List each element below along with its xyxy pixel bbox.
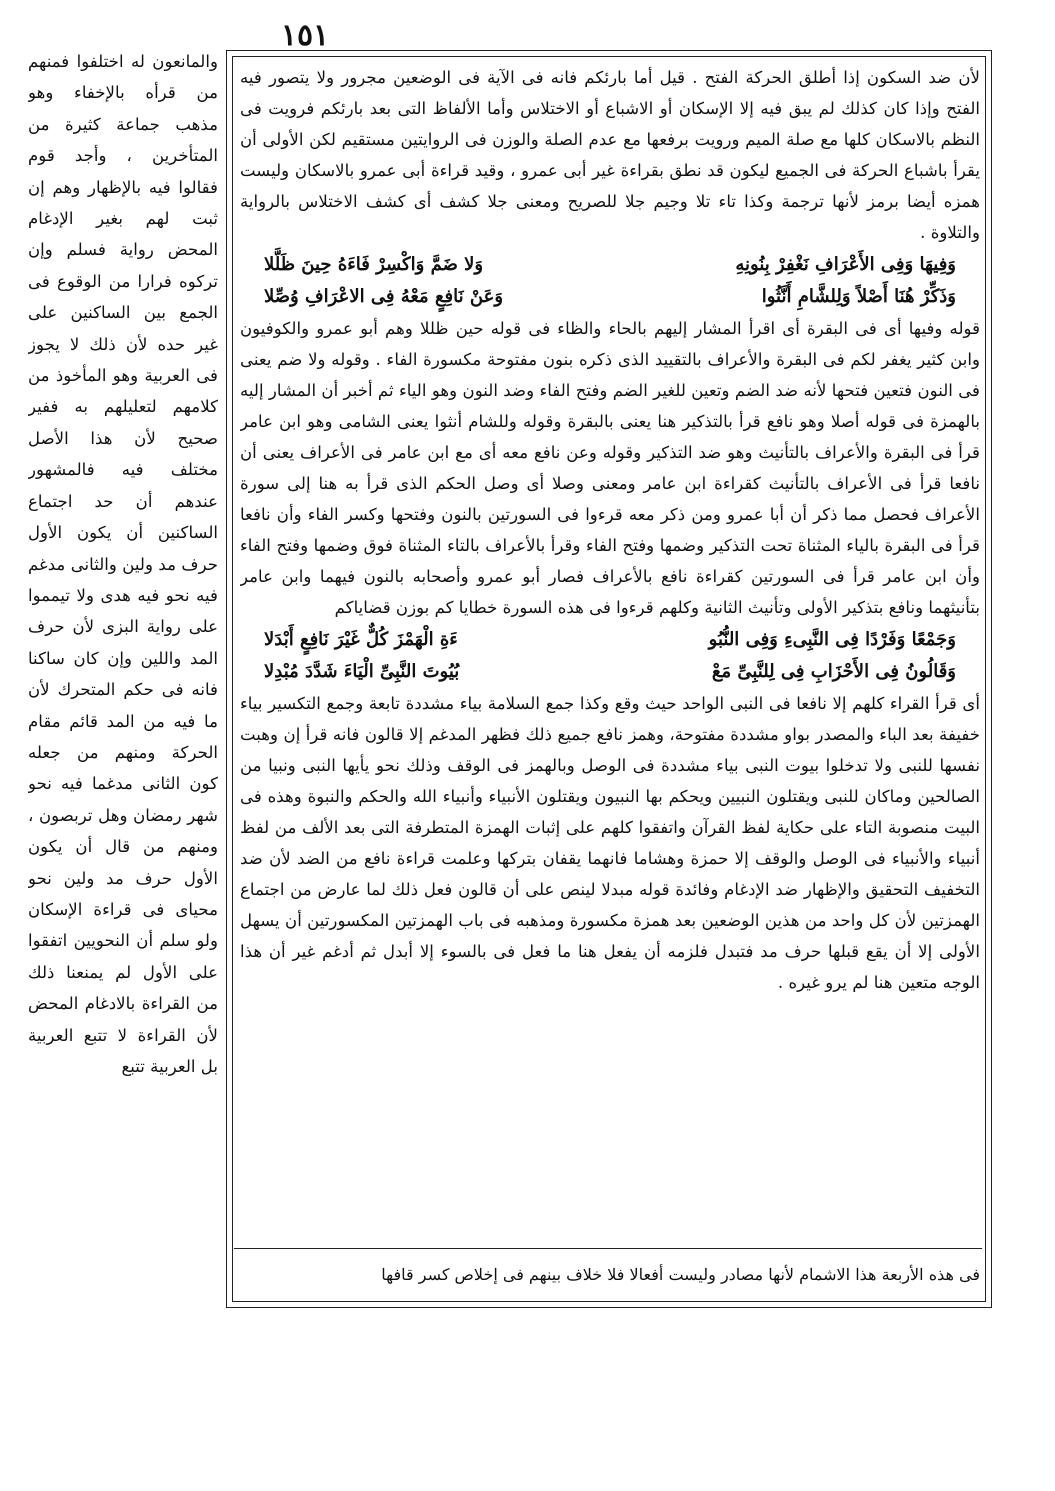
verse-line — [240, 656, 980, 688]
paragraph-3: أى قرأ القراء كلهم إلا نافعا فى النبى الواحد حيث وقع وكذا جمع السلامة بياء مشددة تابعة وجمع التكسير بياء خفيفة بعد الباء والمصدر بواو مشددة مفتوحة، وهمز نافع جميع ذلك فظهر المدغم إلا قالون فانه قرأ إن وهبت نفسها للنبى ولا تدخلوا بيوت النبى بياء مشددة فى الوصل وبالهمز فى الوقف وذلك نحو يأيها النبى ونبيا من الصالحين وماكان للنبى ويقتلون النبيين ويحكم بها النبيون ويقتلون الأنبياء وأنبياء الله والحكم والنبوة وهذه فى البيت منصوبة التاء على حكاية لفظ القرآن واتفقوا كلهم على إثبات الهمزة المتطرفة التى بعد الألف من لفظ أنبياء والأنبياء فى الوصل والوقف إلا حمزة وهشاما فانهما يقفان بتركها وعلمت قراءة نافع من الضد لأن ضد التخفيف التحقيق والإظهار ضد الإدغام وفائدة قوله مبدلا لينص على أن قالون فعل ذلك لما عارض من اجتماع الهمزتين لأن كل واحد من هذين الوضعين بعد همزة مكسورة ومذهبه فى باب الهمزتين المكسورتين أن يسهل الأولى إلا أن يقع قبلها حرف مد فتبدل فلزمه أن يفعل هنا ما فعل فى بالسوء إلا أبدل ثم أدغم غير أن هذا الوجه متعين هنا لم يرو غيره . — [240, 693, 980, 993]
verse-line — [240, 624, 980, 656]
footnote: فى هذه الأربعة هذا الاشمام لأنها مصادر وليست أفعالا فلا خلاف بينهم فى إخلاص كسر قافها — [381, 1265, 980, 1284]
verse-hemistich-second: وَلا ضَمَّ وَاكْسِرْ فَاءَهُ حِينَ ظَلَّلا — [264, 253, 484, 275]
page-number: ١٥١ — [280, 18, 330, 53]
verse-hemistich-first: وَقَالُونُ فِى الأَحْزَابِ فِى لِلنَّبِىِّ مَعْ — [711, 660, 956, 682]
verse-line — [240, 281, 980, 313]
verse-block-2 — [240, 624, 980, 688]
verse-hemistich-first: وَجَمْعًا وَفَرْدًا فِى النَّبِىءِ وَفِى النُّبُو — [708, 628, 956, 650]
verse-line — [240, 249, 980, 281]
margin-commentary — [28, 46, 218, 1306]
verse-hemistich-second: ءَةِ الْهَمْزَ كُلٌّ غَيْرَ نَافِعٍ أَبْدَلا — [264, 628, 458, 650]
verse-hemistich-first: وَذَكِّرْ هُنَا أَصْلاً وَلِلشَّامِ أَنَّثُوا — [761, 285, 956, 307]
verse-hemistich-second: بُيُوتَ النَّبِىِّ الْيَاءَ شَدَّدَ مُبْدِلا — [264, 660, 460, 682]
verse-hemistich-second: وَعَنْ نَافِعٍ مَعْهُ فِى الاعْرَافِ وُصِّلا — [264, 285, 504, 307]
footnote-divider — [234, 1248, 982, 1249]
verse-block-1 — [240, 249, 980, 313]
main-text — [240, 62, 980, 1242]
paragraph-1: لأن ضد السكون إذا أطلق الحركة الفتح . قيل أما بارئكم فانه فى الآية فى الوضعين مجرور ولا يتصور فيه الفتح وإذا كان كذلك لم يبق فيه إلا الإسكان أو الاشباع أو الاختلاس وأما الألفاظ التى بعد بارئكم فرويت فى النظم بالاسكان كلها مع صلة الميم ورويت برفعها مع عدم الصلة والوزن فى الروايتين مستقيم لكن الأولى أن يقرأ باشباع الحركة فى الجميع ليكون قد نطق بقراءة غير أبى عمرو ، وقيد قراءة أبى عمرو بالاسكان وليست همزه أيضا برمز لأنها ترجمة وكذا تاء تلا وجيم جلا للصريح ومعنى جلا كشف أى كشف الاختلاس بالرواية والتلاوة . — [240, 68, 980, 243]
paragraph-2: قوله وفيها أى فى البقرة أى اقرأ المشار إليهم بالحاء والظاء فى قوله حين ظللا وهم أبو عمرو والكوفيون وابن كثير يغفر لكم فى البقرة والأعراف بالتقييد الذى ذكره بنون مفتوحة مكسورة الفاء . وقوله ولا ضم يعنى فى النون فتعين فتحها لأنه ضد الضم وتعين للغير الضم وفتح الفاء وضد النون وهو الياء ثم أخبر أن المشار إليه بالهمزة فى قوله أصلا وهو نافع قرأ بالتذكير هنا يعنى بالبقرة وقوله وللشام أنثوا يعنى الشامى وهو ابن عامر قرأ فى البقرة والأعراف بالتأنيث وهو ضد التذكير وقوله وعن نافع معه أى مع ابن عامر فى الأعراف يعنى أن نافعا قرأ فى الأعراف بالتأنيث كقراءة ابن عامر ومعنى وصلا أى وصل الحكم الذى قرأ به هنا إلى سورة الأعراف فحصل مما ذكر أن أبا عمرو ومن ذكر معه قرءوا فى السورتين بالنون وفتحها وكسر الفاء وأن نافعا قرأ فى البقرة بالياء المثناة تحت التذكير وضمها وفتح الفاء وقرأ بالأعراف بالتاء المثناة فوق وضمها وفتح الفاء وأن ابن عامر قرأ فى السورتين كقراءة نافع بالأعراف فصار أبو عمرو وأصحابه بالنون فيهما وابن عامر بتأنيثهما ونافع بتذكير الأولى وتأنيث الثانية وكلهم قرءوا فى هذه السورة خطايا كم بوزن قضاياكم — [240, 318, 980, 618]
margin-commentary-text: والمانعون له اختلفوا فمنهم من قرأه بالإخفاء وهو مذهب جماعة كثيرة من المتأخرين ، وأجد قوم فقالوا فيه بالإظهار وهم إن ثبت لهم بغير الإدغام المحض رواية فسلم وإن تركوه فرارا من الوقوع فى الجمع بين الساكنين على غير حده لأن ذلك لا يجوز فى العربية وهو المأخوذ من كلامهم لتعليلهم به ففير صحيح لأن هذا الأصل مختلف فيه فالمشهور عندهم أن حد اجتماع الساكنين أن يكون الأول حرف مد ولين والثانى مدغم فيه نحو فيه هدى ولا تيمموا على رواية البزى لأن حرف المد واللين وإن كان ساكنا فانه فى حكم المتحرك لأن ما فيه من المد قائم مقام الحركة ومنهم من جعله كون الثانى مدغما فيه نحو شهر رمضان وهل تربصون ، ومنهم من قال أن يكون الأول حرف مد ولين نحو محياى فى قراءة الإسكان ولو سلم أن النحويين اتفقوا على الأول لم يمنعنا ذلك من القراءة بالادغام المحض لأن القراءة لا تتبع العربية بل العربية تتبع — [28, 52, 218, 1076]
verse-hemistich-first: وَفِيهَا وَفِى الأَعْرَافِ نَغْفِرْ بِنُونِهِ — [735, 253, 956, 275]
